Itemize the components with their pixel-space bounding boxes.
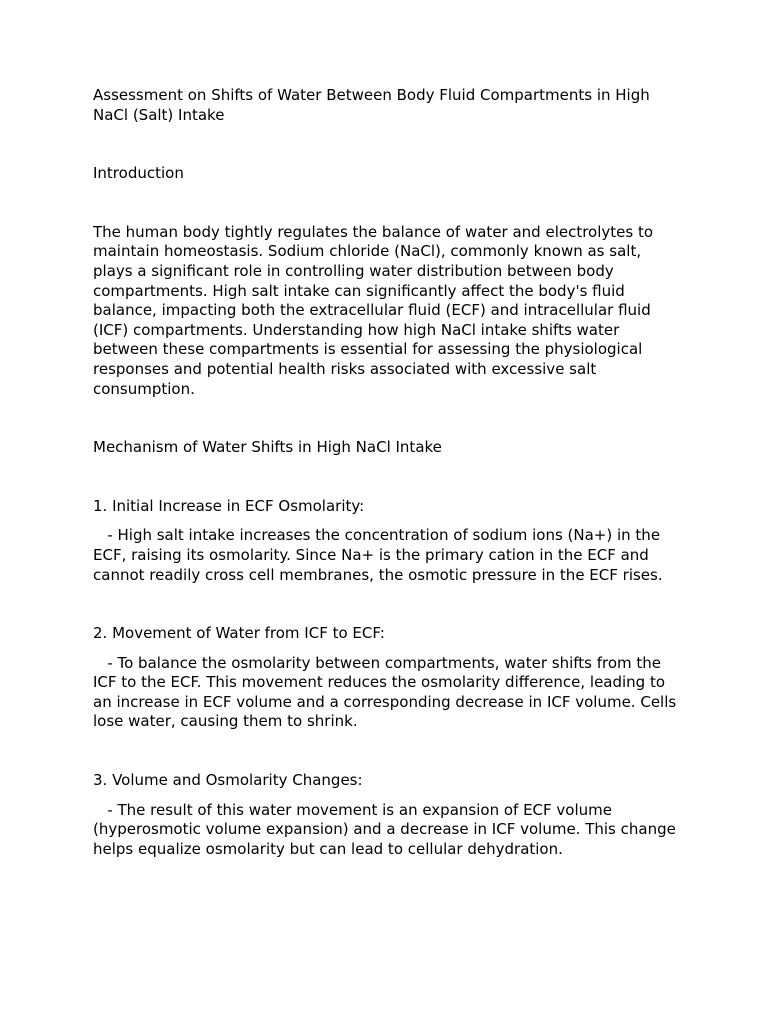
step-2-body: - To balance the osmolarity between compartments, water shifts from the ICF to the ECF. This movement reduces the osmolarity difference, leading to an increase in ECF volume and a corresponding decrease in ICF volume. Cells lose water, causing them to shrink.: [93, 653, 681, 731]
step-1-body: - High salt intake increases the concentration of sodium ions (Na+) in the ECF, raising its osmolarity. Since Na+ is the primary cation in the ECF and cannot readily cross cell membranes, the osmotic pressure in the ECF rises.: [93, 526, 665, 584]
step-3-body: - The result of this water movement is an expansion of ECF volume (hyperosmotic volume expansion) and a decrease in ICF volume. This change helps equalize osmolarity but can lead to cellular dehydration.: [93, 800, 681, 858]
document-content: [93, 86, 683, 898]
introduction-paragraph: The human body tightly regulates the balance of water and electrolytes to maintain homeostasis. Sodium chloride (NaCl), commonly known as salt, plays a significant role in controlling water distribution between body compartments. High salt intake can significantly affect the body's fluid balance, impacting both the extracellular fluid (ECF) and intracellular fluid (ICF) compartments. Understanding how high NaCl intake shifts water between these compartments is essential for assessing the physiological responses and potential health risks associated with excessive salt consumption.: [93, 222, 658, 398]
step-1-title: 1. Initial Increase in ECF Osmolarity:: [93, 496, 365, 515]
section-heading-mechanism: Mechanism of Water Shifts in High NaCl Intake: [93, 438, 442, 457]
step-3-title: 3. Volume and Osmolarity Changes:: [93, 771, 363, 790]
section-heading-introduction: Introduction: [93, 164, 184, 183]
step-2-title: 2. Movement of Water from ICF to ECF:: [93, 624, 385, 643]
document-title: Assessment on Shifts of Water Between Body Fluid Compartments in High NaCl (Salt) Intake: [93, 86, 655, 124]
